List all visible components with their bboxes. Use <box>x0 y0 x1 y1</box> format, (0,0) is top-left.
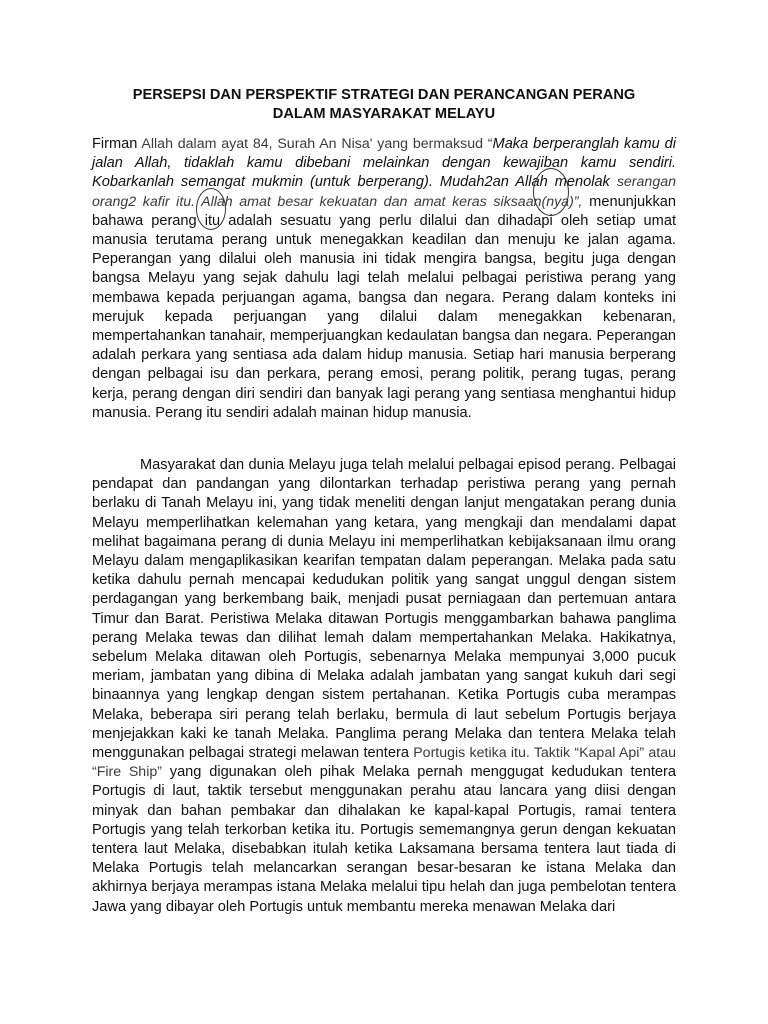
p1-intro-light: Allah dalam ayat 84, Surah An Nisa' yang bermaksud “ <box>137 136 493 152</box>
p1-intro-bold: Firman <box>92 136 138 152</box>
p1-body: menunjukkan bahawa perang itu adalah sesuatu yang perlu dilalui dan dihadapi oleh setiap umat manusia terutama perang untuk menegakkan keadilan dan menuju ke jalan agama. Peperangan yang dilalui oleh manusia ini tidak mengira bangsa, begitu juga dengan bangsa Melayu yang sejak dahulu lagi telah melalui pelbagai peristiwa perang yang membawa kepada perjuangan agama, bangsa dan negara. Perang dalam konteks ini merujuk kepada perjuangan yang dilalui dalam menegakkan kebenaran, mempertahankan tanahair, memperjuangkan kedaulatan bangsa dan negara. Peperangan adalah perkara yang sentiasa ada dalam hidup manusia. Setiap hari manusia berperang dengan pelbagai isu dan perkara, perang emosi, perang politik, perang tugas, perang kerja, perang dengan diri sendiri dan banyak lagi perang yang sentiasa menghantui hidup manusia. Perang itu sendiri adalah mainan hidup manusia. <box>92 193 676 421</box>
p1-quote-a: Maka berperanglah kamu di jalan Allah, tidaklah kamu dibebani melainkan dengan kewajiban kamu sendiri. Kobarkanlah semangat mukmin (untuk berperang). Mudah2an Allah menolak <box>92 136 677 191</box>
paragraph-2 <box>92 456 676 917</box>
p2-body-b: yang digunakan oleh pihak Melaka pernah menggugat kedudukan tentera Portugis di laut, taktik tersebut menggunakan perahu atau lancara yang diisi dengan minyak dan bahan pembakar dan dihalakan ke kapal-kapal Portugis, ramai tentera Portugis yang telah terkorban ketika itu. Portugis sememangnya gerun dengan kekuatan tentera laut Melaka, disebabkan itulah ketika Laksamana bersama tentera laut tiada di Melaka Portugis telah melancarkan serangan besar-besaran ke istana Melaka dan akhirnya berjaya merampas istana Melaka melalui tipu helah dan juga pembelotan tentera Jawa yang dibayar oleh Portugis untuk membantu mereka menawan Melaka dari <box>92 764 676 915</box>
p2-body-light: Portugis ketika itu. Taktik “Kapal Api” atau “Fire Ship” <box>92 745 676 781</box>
title-line-1: PERSEPSI DAN PERSPEKTIF STRATEGI DAN PERANCANGAN PERANG <box>132 87 636 103</box>
p2-body-a: Masyarakat dan dunia Melayu juga telah melalui pelbagai episod perang. Pelbagai pendapat dan pandangan yang dilontarkan terhadap peristiwa perang yang pernah berlaku di Tanah Melayu ini, yang tidak meneliti dengan lanjut mengatakan perang dunia Melayu memperlihatkan kelemahan yang ketara, yang mengkaji dan mendalami dapat melihat bagaimana perang di dunia Melayu ini memperlihatkan kebijaksanaan ilmu orang Melayu dalam mengaplikasikan kearifan tempatan dalam peperangan. Melaka pada satu ketika dahulu pernah mencapai kedudukan politik yang sangat unggul dengan sistem perdagangan yang berkembang baik, menjadi pusat perniagaan dan pertemuan antara Timur dan Barat. Peristiwa Melaka ditawan Portugis menggambarkan bahawa panglima perang Melaka tewas dan dilihat lemah dalam mempertahankan Melaka. Hakikatnya, sebelum Melaka ditawan oleh Portugis, sebenarnya Melaka mempunyai 3,000 pucuk meriam, jambatan yang dibina di Melaka adalah jambatan yang sangat kukuh dari segi binaannya yang lengkap dengan sistem pertahanan. Ketika Portugis cuba merampas Melaka, beberapa siri perang telah berlaku, bermula di laut sebelum Portugis berjaya menjejakkan kaki ke tanah Melaka. Panglima perang Melaka dan tentera Melaka telah menggunakan pelbagai strategi melawan tentera <box>92 457 676 762</box>
paragraph-1 <box>92 135 676 423</box>
p1-quote-b: serangan orang2 kafir itu. Allah amat besar kekuatan dan amat keras siksaan(nya)”, <box>92 174 676 210</box>
document-title <box>92 86 676 124</box>
title-line-2: DALAM MASYARAKAT MELAYU <box>272 106 496 122</box>
